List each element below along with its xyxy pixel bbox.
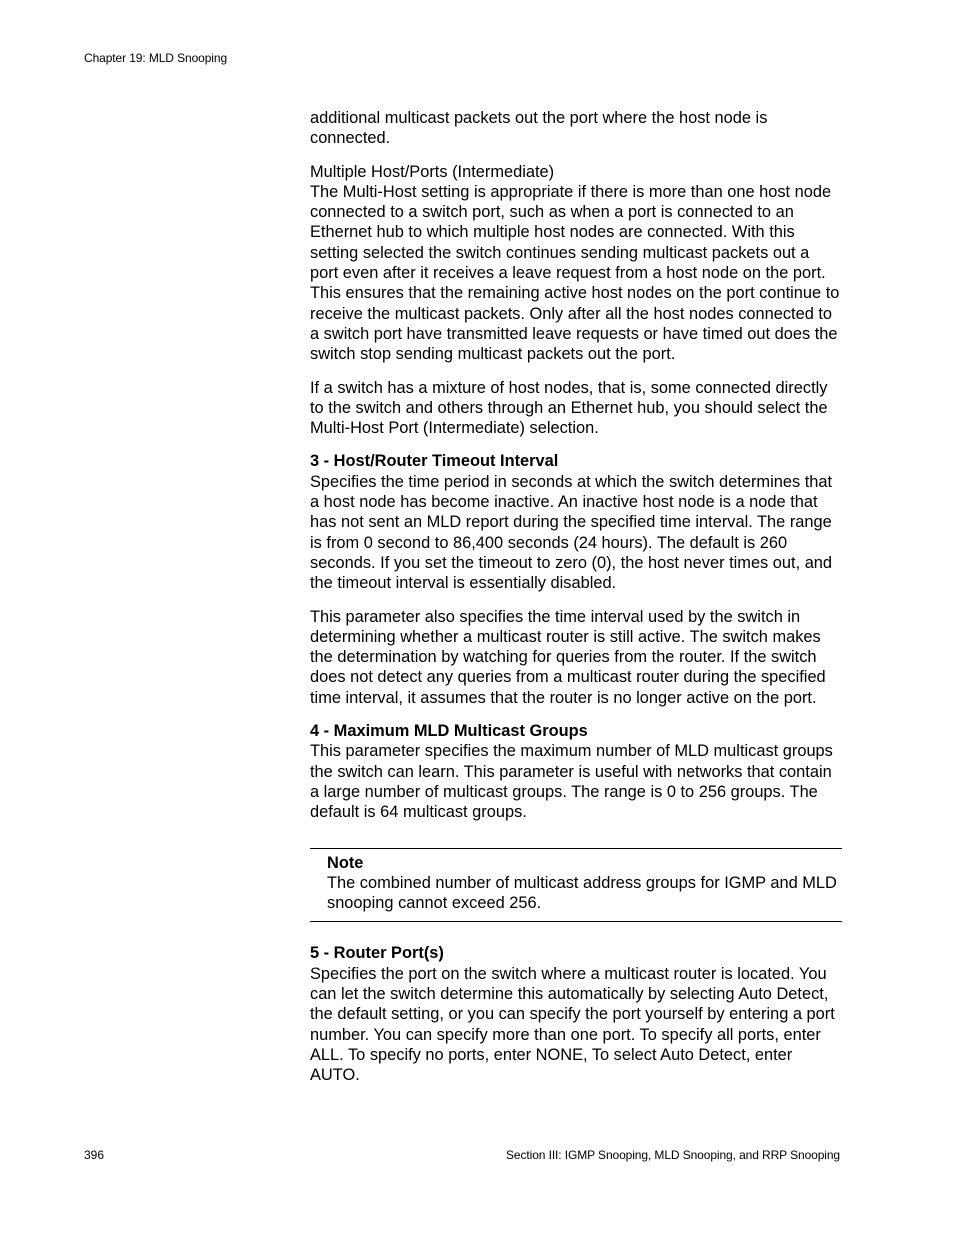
note-box [310, 848, 842, 923]
page-number: 396 [84, 1148, 105, 1162]
multi-host-title: Multiple Host/Ports (Intermediate) [310, 162, 555, 181]
section-5-heading: 5 - Router Port(s) [310, 944, 444, 963]
section-4-heading: 4 - Maximum MLD Multicast Groups [310, 722, 588, 741]
section-4-paragraph: This parameter specifies the maximum number of MLD multicast groups the switch can learn. This parameter is useful with networks that contain a large number of multicast groups. The range is 0 to 256 groups. The default is 64 multicast groups. [310, 742, 833, 822]
section-3-heading: 3 - Host/Router Timeout Interval [310, 452, 559, 471]
page-body [310, 108, 842, 1085]
intro-continuation-paragraph: additional multicast packets out the port where the host node is connected. [310, 109, 768, 148]
note-title: Note [327, 853, 364, 872]
running-footer-section: Section III: IGMP Snooping, MLD Snooping, and RRP Snooping [506, 1148, 840, 1162]
section-3-paragraph-2: This parameter also specifies the time interval used by the switch in determining whether a multicast router is still active. The switch makes the determination by watching for queries from the router. If the switch does not detect any queries from a multicast router during the specified time interval, it assumes that the router is no longer active on the port. [310, 607, 826, 707]
section-3-paragraph-1: Specifies the time period in seconds at which the switch determines that a host node has become inactive. An inactive host node is a node that has not sent an MLD report during the specified time interval. The range is from 0 second to 86,400 seconds (24 hours). The default is 260 seconds. If you set the timeout to zero (0), the host never times out, and the timeout interval is essentially disabled. [310, 472, 833, 593]
running-header-chapter: Chapter 19: MLD Snooping [84, 51, 228, 65]
section-5-paragraph: Specifies the port on the switch where a multicast router is located. You can let the switch determine this automatically by selecting Auto Detect, the default setting, or you can specify the port yourself by entering a port number. You can specify more than one port. To specify all ports, enter ALL. To specify no ports, enter NONE, To select Auto Detect, enter AUTO. [310, 964, 835, 1085]
mixture-paragraph: If a switch has a mixture of host nodes, that is, some connected directly to the switch and others through an Ethernet hub, you should select the Multi-Host Port (Intermediate) selection. [310, 378, 828, 438]
multi-host-paragraph: The Multi-Host setting is appropriate if there is more than one host node connected to a switch port, such as when a port is connected to an Ethernet hub to which multiple host nodes are connected. With this setting selected the switch continues sending multicast packets out a port even after it receives a leave request from a host node on the port. This ensures that the remaining active host nodes on the port continue to receive the multicast packets. Only after all the host nodes connected to a switch port have transmitted leave requests or have timed out does the switch stop sending multicast packets out the port. [310, 182, 840, 364]
note-text: The combined number of multicast address groups for IGMP and MLD snooping cannot exceed 256. [327, 873, 837, 913]
